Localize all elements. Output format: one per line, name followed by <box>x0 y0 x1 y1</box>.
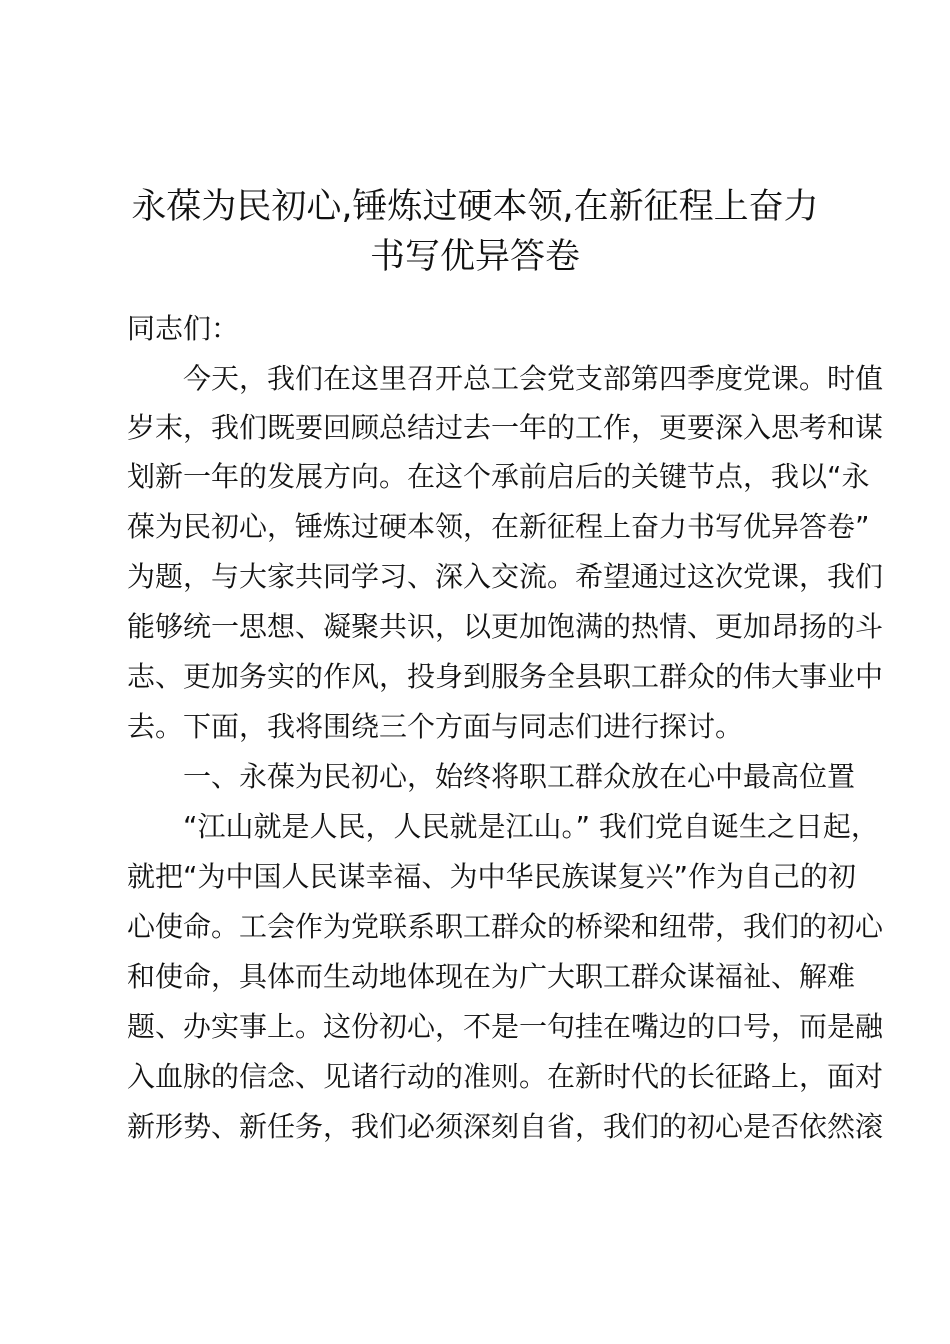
paragraph-2-line: 和使命，具体而生动地体现在为广大职工群众谋福祉、解难 <box>127 960 856 993</box>
section-1-heading: 一、永葆为民初心，始终将职工群众放在心中最高位置 <box>183 760 856 793</box>
paragraph-2-line: “江山就是人民，人民就是江山。” 我们党自诞生之日起， <box>183 810 879 843</box>
document-title-line-1: 永葆为民初心,锤炼过硬本领,在新征程上奋力 <box>131 187 819 227</box>
paragraph-1-line: 今天，我们在这里召开总工会党支部第四季度党课。时值 <box>183 362 884 395</box>
paragraph-1-line: 岁末，我们既要回顾总结过去一年的工作，更要深入思考和谋 <box>127 411 884 444</box>
paragraph-1-line: 划新一年的发展方向。在这个承前启后的关键节点，我以“永 <box>127 460 870 493</box>
paragraph-2-line: 入血脉的信念、见诸行动的准则。在新时代的长征路上，面对 <box>127 1060 884 1093</box>
paragraph-1-line: 葆为民初心，锤炼过硬本领，在新征程上奋力书写优异答卷” <box>127 510 870 543</box>
paragraph-1-line: 志、更加务实的作风，投身到服务全县职工群众的伟大事业中 <box>127 660 884 693</box>
paragraph-2-line: 新形势、新任务，我们必须深刻自省，我们的初心是否依然滚 <box>127 1110 884 1143</box>
salutation: 同志们： <box>127 312 240 345</box>
paragraph-2-line: 题、办实事上。这份初心，不是一句挂在嘴边的口号，而是融 <box>127 1010 884 1043</box>
paragraph-1-line: 去。下面，我将围绕三个方面与同志们进行探讨。 <box>127 710 744 743</box>
paragraph-2-line: 心使命。工会作为党联系职工群众的桥梁和纽带，我们的初心 <box>127 910 884 943</box>
document-title-line-2: 书写优异答卷 <box>369 237 580 277</box>
paragraph-2-line: 就把“为中国人民谋幸福、为中华民族谋复兴”作为自己的初 <box>127 860 857 893</box>
paragraph-1-line: 能够统一思想、凝聚共识，以更加饱满的热情、更加昂扬的斗 <box>127 610 884 643</box>
paragraph-1-line: 为题，与大家共同学习、深入交流。希望通过这次党课，我们 <box>127 560 884 593</box>
